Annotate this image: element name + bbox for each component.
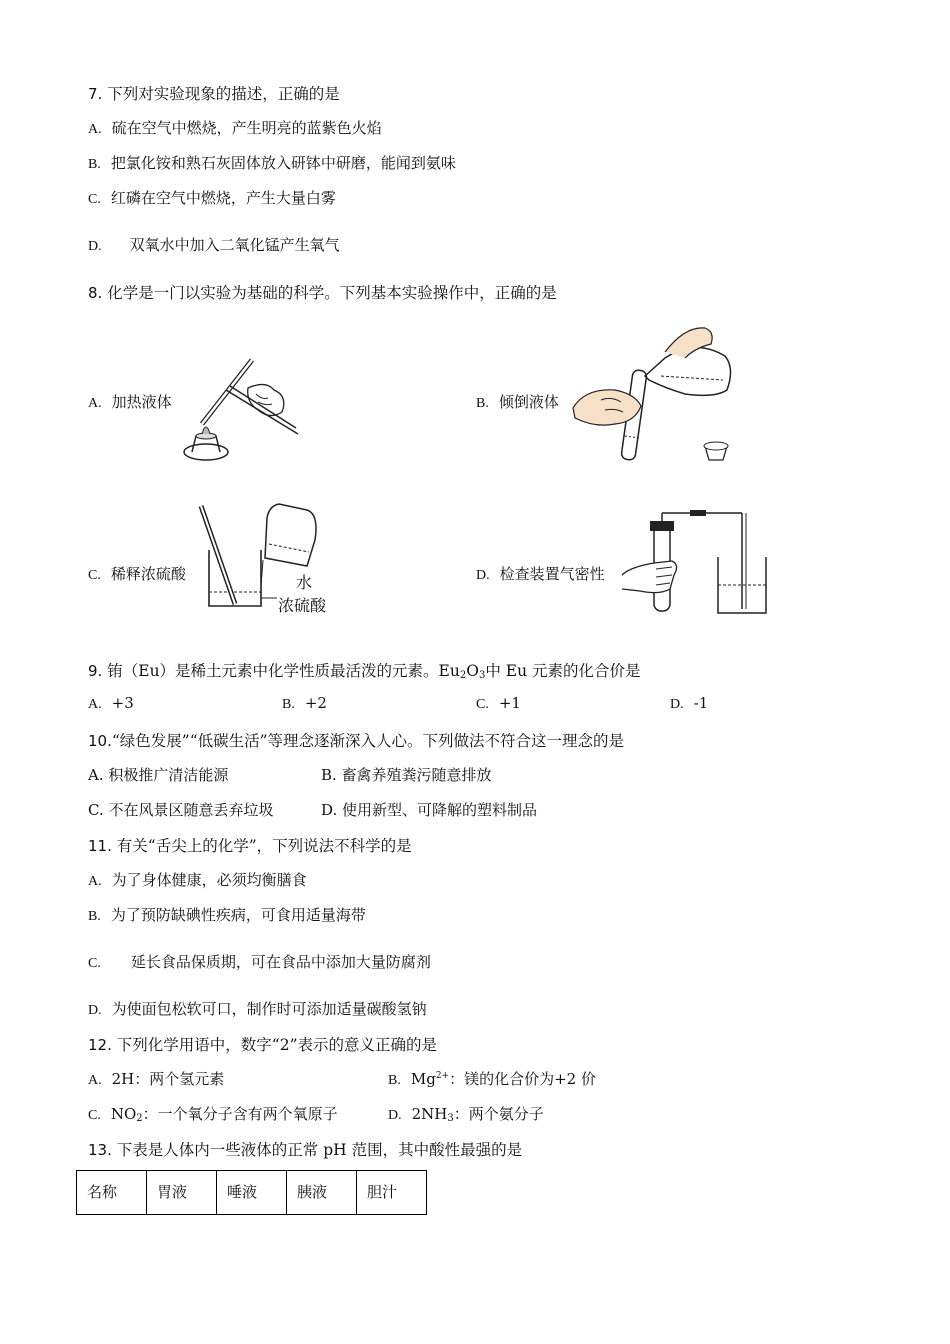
- water-label: 水: [296, 573, 313, 592]
- acid-label: 浓硫酸: [278, 596, 327, 615]
- q8-option-c: C. 稀释浓硫酸: [88, 565, 186, 583]
- heating-liquid-figure: [178, 350, 303, 470]
- q11-option-d: D. 为使面包松软可口，制作时可添加适量碳酸氢钠: [88, 1000, 427, 1018]
- q11-option-a: A. 为了身体健康，必须均衡膳食: [88, 871, 307, 889]
- q7-option-c: C. 红磷在空气中燃烧，产生大量白雾: [88, 189, 336, 207]
- q10-option-d: D. 使用新型、可降解的塑料制品: [321, 801, 538, 819]
- q9-option-d: D. -1: [670, 694, 709, 712]
- q10-option-b: B. 畜禽养殖粪污随意排放: [321, 766, 492, 784]
- q8-option-d: D. 检查装置气密性: [476, 565, 605, 583]
- q9-option-b: B. +2: [282, 694, 327, 712]
- ph-table: [76, 1170, 427, 1215]
- q7-option-b: B. 把氯化铵和熟石灰固体放入研钵中研磨，能闻到氨味: [88, 154, 456, 172]
- q9-option-a: A. +3: [88, 694, 134, 712]
- table-cell: 胃液: [147, 1171, 217, 1215]
- q11-option-c: C. 延长食品保质期，可在食品中添加大量防腐剂: [88, 953, 431, 971]
- q11-stem: 11. 有关“舌尖上的化学”，下列说法不科学的是: [88, 837, 412, 855]
- q12-stem: 12. 下列化学用语中，数字“2”表示的意义正确的是: [88, 1036, 438, 1054]
- q7-option-a: A. 硫在空气中燃烧，产生明亮的蓝紫色火焰: [88, 119, 382, 137]
- q12-option-c: C. $NO_2$：一个氧分子含有两个氧原子: [88, 1105, 338, 1124]
- q13-stem: 13. 下表是人体内一些液体的正常 pH 范围，其中酸性最强的是: [88, 1141, 523, 1159]
- q7-option-d: D. 双氧水中加入二氧化锰产生氧气: [88, 236, 340, 254]
- q8-stem: 8. 化学是一门以实验为基础的科学。下列基本实验操作中，正确的是: [88, 284, 557, 302]
- q12-option-d: D. $2NH_3$：两个氨分子: [388, 1105, 544, 1124]
- table-row: [77, 1171, 427, 1215]
- table-cell: 胰液: [287, 1171, 357, 1215]
- q12-option-a: A. 2H：两个氢元素: [88, 1070, 225, 1088]
- table-cell: 胆汁: [357, 1171, 427, 1215]
- q8-option-a: A. 加热液体: [88, 393, 172, 411]
- pouring-liquid-figure: [565, 318, 745, 468]
- q8-option-b: B. 倾倒液体: [476, 393, 559, 411]
- q9-option-c: C. +1: [476, 694, 521, 712]
- table-cell: 唾液: [217, 1171, 287, 1215]
- airtightness-figure: [620, 505, 780, 615]
- q7-stem: 7. 下列对实验现象的描述，正确的是: [88, 85, 340, 103]
- q11-option-b: B. 为了预防缺碘性疾病，可食用适量海带: [88, 906, 366, 924]
- q10-option-c: C. 不在风景区随意丢弃垃圾: [88, 801, 274, 819]
- q12-option-b: B. $Mg^{2+}$：镁的化合价为+2 价: [388, 1070, 596, 1088]
- q9-stem: 9. 铕（Eu）是稀土元素中化学性质最活泼的元素。$Eu_2O_3$中 Eu 元素的化合价是: [88, 662, 641, 681]
- q10-stem: 10.“绿色发展”“低碳生活”等理念逐渐深入人心。下列做法不符合这一理念的是: [88, 732, 625, 750]
- table-cell: 名称: [77, 1171, 147, 1215]
- q10-option-a: A. 积极推广清洁能源: [88, 766, 229, 784]
